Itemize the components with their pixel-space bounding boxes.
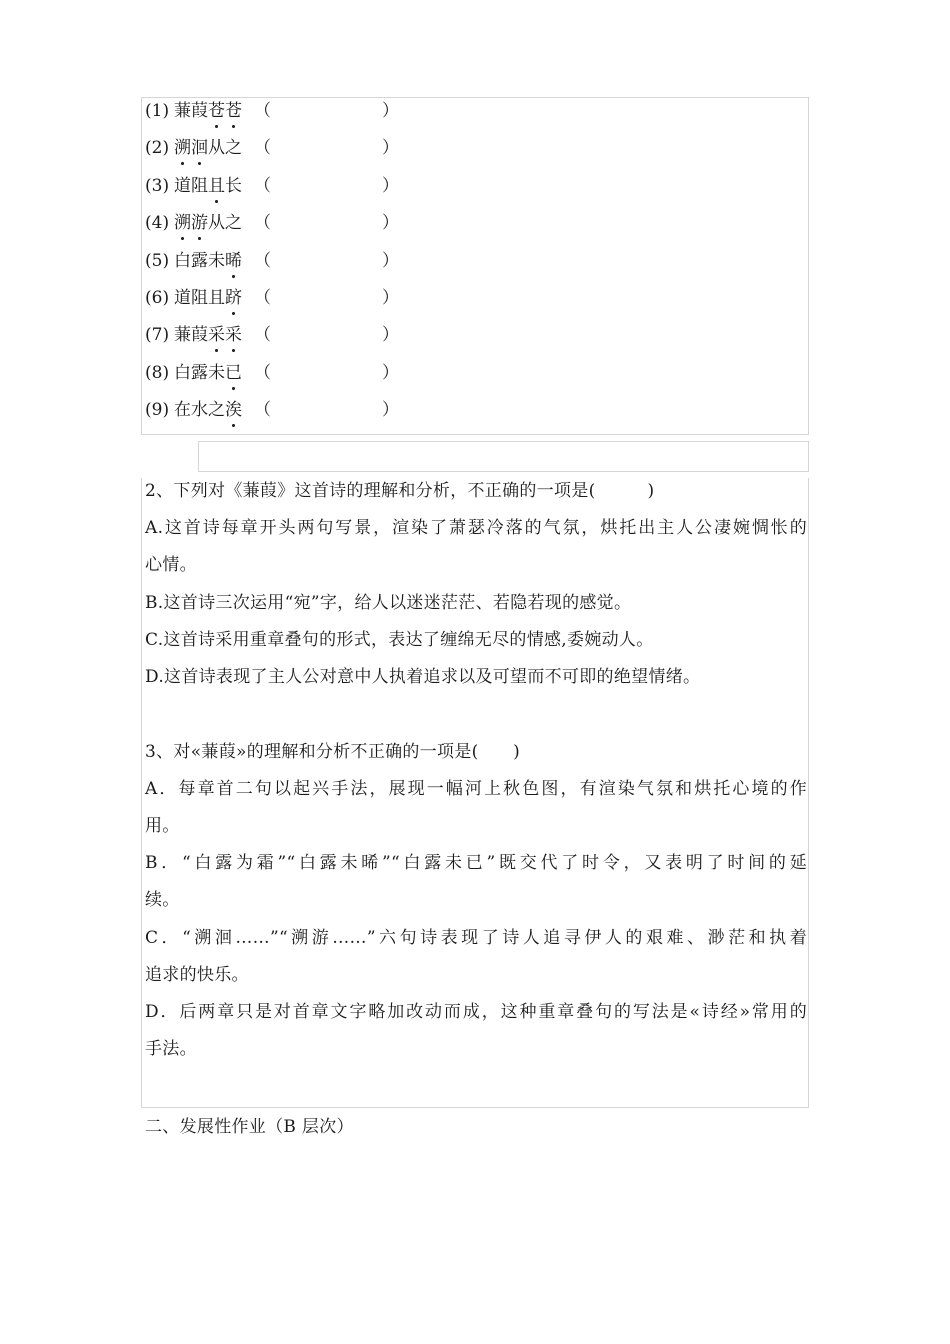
vocab-emphasized-chars bbox=[174, 213, 208, 233]
vocab-item-number: (7) bbox=[145, 325, 170, 345]
answer-blank-close: ） bbox=[382, 251, 399, 271]
empty-table-cell bbox=[198, 441, 809, 472]
answer-blank-open: （ bbox=[254, 138, 271, 158]
vocab-phrase-text: 从之 bbox=[208, 213, 242, 233]
question-2-option-c: C.这首诗采用重章叠句的形式，表达了缠绵无尽的情感,委婉动人。 bbox=[145, 630, 654, 650]
question-3-option-b: B．“白露为霜”“白露未晞”“白露未已”既交代了时令，又表明了时间的延 bbox=[145, 853, 807, 873]
vocab-item-number: (9) bbox=[145, 400, 170, 420]
vocab-item bbox=[145, 361, 399, 385]
question-3-option-c: C．“溯洄……”“溯游……”六句诗表现了诗人追寻伊人的艰难、渺茫和执着 bbox=[145, 928, 807, 948]
emphasis-dot-char: 溯 bbox=[174, 213, 191, 233]
answer-blank-open: （ bbox=[254, 363, 271, 383]
question-3-option-d-cont: 手法。 bbox=[145, 1039, 197, 1059]
vocab-phrase-text: 从之 bbox=[208, 138, 242, 158]
vocab-item-phrase bbox=[174, 249, 254, 273]
emphasis-dot-char: 晞 bbox=[225, 251, 242, 271]
vocab-item-number: (1) bbox=[145, 101, 170, 121]
vocab-item-phrase bbox=[174, 323, 254, 347]
vocab-emphasized-chars bbox=[225, 288, 242, 308]
section-heading: 二、发展性作业（B 层次） bbox=[145, 1117, 354, 1137]
answer-blank-open: （ bbox=[254, 251, 271, 271]
vocab-phrase-text: 道阻且 bbox=[174, 288, 225, 308]
vocab-phrase-text: 长 bbox=[225, 176, 242, 196]
question-2-option-b: B.这首诗三次运用“宛”字，给人以迷迷茫茫、若隐若现的感觉。 bbox=[145, 593, 632, 613]
vocab-item-number: (4) bbox=[145, 213, 170, 233]
vocab-emphasized-chars bbox=[208, 176, 225, 196]
vocab-item-number: (8) bbox=[145, 363, 170, 383]
answer-blank-open: （ bbox=[254, 101, 271, 121]
question-2-option-d: D.这首诗表现了主人公对意中人执着追求以及可望而不可即的绝望情绪。 bbox=[145, 667, 701, 687]
vocab-item bbox=[145, 99, 399, 123]
emphasis-dot-char: 采 bbox=[208, 325, 225, 345]
vocab-phrase-text: 道阻 bbox=[174, 176, 208, 196]
vocab-item-number: (6) bbox=[145, 288, 170, 308]
answer-blank-open: （ bbox=[254, 176, 271, 196]
vocab-item bbox=[145, 174, 399, 198]
vocab-item-phrase bbox=[174, 211, 254, 235]
vocab-item-phrase bbox=[174, 174, 254, 198]
vocab-phrase-text: 蒹葭 bbox=[174, 101, 208, 121]
question-3-option-a: A．每章首二句以起兴手法，展现一幅河上秋色图，有渲染气氛和烘托心境的作 bbox=[145, 779, 807, 799]
emphasis-dot-char: 已 bbox=[225, 363, 242, 383]
vocab-emphasized-chars bbox=[225, 400, 242, 420]
answer-blank-open: （ bbox=[254, 325, 271, 345]
emphasis-dot-char: 苍 bbox=[208, 101, 225, 121]
emphasis-dot-char: 溯 bbox=[174, 138, 191, 158]
answer-blank-close: ） bbox=[382, 325, 399, 345]
question-3-option-c-cont: 追求的快乐。 bbox=[145, 965, 249, 985]
question-2-stem: 2、下列对《蒹葭》这首诗的理解和分析，不正确的一项是( ) bbox=[145, 481, 655, 501]
vocab-item bbox=[145, 211, 399, 235]
vocab-phrase-text: 在水之 bbox=[174, 400, 225, 420]
vocab-item-phrase bbox=[174, 286, 254, 310]
question-3-option-d: D．后两章只是对首章文字略加改动而成，这种重章叠句的写法是«诗经»常用的 bbox=[145, 1002, 807, 1022]
vocab-item-phrase bbox=[174, 99, 254, 123]
question-3-stem: 3、对«蒹葭»的理解和分析不正确的一项是( ) bbox=[145, 742, 521, 762]
answer-blank-open: （ bbox=[254, 213, 271, 233]
vocab-emphasized-chars bbox=[225, 251, 242, 271]
emphasis-dot-char: 游 bbox=[191, 213, 208, 233]
vocab-phrase-text: 蒹葭 bbox=[174, 325, 208, 345]
vocab-emphasized-chars bbox=[208, 101, 242, 121]
vocab-item-phrase bbox=[174, 361, 254, 385]
answer-blank-close: ） bbox=[382, 363, 399, 383]
answer-blank-close: ） bbox=[382, 101, 399, 121]
vocab-item bbox=[145, 398, 399, 422]
answer-blank-open: （ bbox=[254, 400, 271, 420]
answer-blank-close: ） bbox=[382, 288, 399, 308]
vocab-emphasized-chars bbox=[208, 325, 242, 345]
answer-blank-close: ） bbox=[382, 138, 399, 158]
vocab-item bbox=[145, 323, 399, 347]
vocab-item-number: (2) bbox=[145, 138, 170, 158]
vocab-item bbox=[145, 249, 399, 273]
vocab-emphasized-chars bbox=[174, 138, 208, 158]
question-3-option-a-cont: 用。 bbox=[145, 816, 180, 836]
answer-blank-open: （ bbox=[254, 288, 271, 308]
vocab-item-phrase bbox=[174, 136, 254, 160]
vocab-item bbox=[145, 286, 399, 310]
question-2-option-a: A.这首诗每章开头两句写景，渲染了萧瑟冷落的气氛，烘托出主人公凄婉惆怅的 bbox=[145, 518, 807, 538]
vocab-item bbox=[145, 136, 399, 160]
emphasis-dot-char: 苍 bbox=[225, 101, 242, 121]
answer-blank-close: ） bbox=[382, 213, 399, 233]
emphasis-dot-char: 涘 bbox=[225, 400, 242, 420]
emphasis-dot-char: 采 bbox=[225, 325, 242, 345]
vocab-item-phrase bbox=[174, 398, 254, 422]
answer-blank-close: ） bbox=[382, 176, 399, 196]
question-3-option-b-cont: 续。 bbox=[145, 890, 180, 910]
vocab-emphasized-chars bbox=[225, 363, 242, 383]
emphasis-dot-char: 跻 bbox=[225, 288, 242, 308]
answer-blank-close: ） bbox=[382, 400, 399, 420]
vocab-phrase-text: 白露未 bbox=[174, 251, 225, 271]
vocab-item-number: (3) bbox=[145, 176, 170, 196]
vocab-item-number: (5) bbox=[145, 251, 170, 271]
emphasis-dot-char: 且 bbox=[208, 176, 225, 196]
vocab-phrase-text: 白露未 bbox=[174, 363, 225, 383]
emphasis-dot-char: 洄 bbox=[191, 138, 208, 158]
question-2-option-a-cont: 心情。 bbox=[145, 555, 197, 575]
